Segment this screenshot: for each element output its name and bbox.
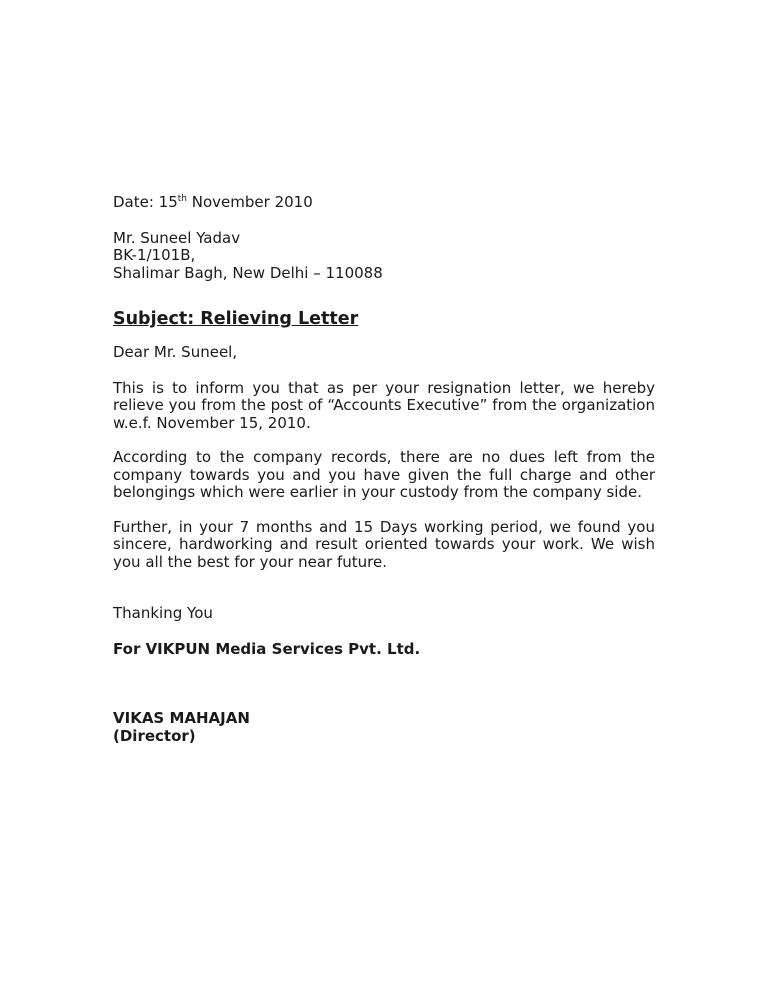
letter-date — [113, 194, 655, 212]
body-paragraph-1: This is to inform you that as per your resignation letter, we hereby relieve you from the post of “Accounts Executive” from the organization w.e.f. November 15, 2010. — [113, 378, 655, 432]
recipient-address-line1: BK-1/101B, — [113, 246, 196, 264]
signatory-title: (Director) — [113, 726, 196, 745]
date-prefix: Date: 15 — [113, 193, 178, 211]
date-rest: November 2010 — [187, 193, 313, 211]
body-paragraph-3: Further, in your 7 months and 15 Days working period, we found you sincere, hardworking and result oriented towards your work. We wish you all the best for your near future. — [113, 517, 655, 571]
recipient-name: Mr. Suneel Yadav — [113, 228, 241, 247]
company-signoff: For VIKPUN Media Services Pvt. Ltd. — [113, 639, 421, 658]
salutation: Dear Mr. Suneel, — [113, 343, 238, 361]
date-ordinal-suffix: th — [177, 194, 187, 204]
recipient-address-line2: Shalimar Bagh, New Delhi – 110088 — [113, 263, 383, 282]
letter-subject: Subject: Relieving Letter — [113, 309, 359, 329]
signatory-name: VIKAS MAHAJAN — [113, 709, 250, 727]
letter-page — [113, 194, 655, 745]
recipient-address — [113, 230, 655, 283]
closing-line: Thanking You — [113, 604, 213, 622]
body-paragraph-2: According to the company records, there are no dues left from the company towards you and you have given the full charge and other belongings which were earlier in your custody from the company side. — [113, 448, 655, 501]
